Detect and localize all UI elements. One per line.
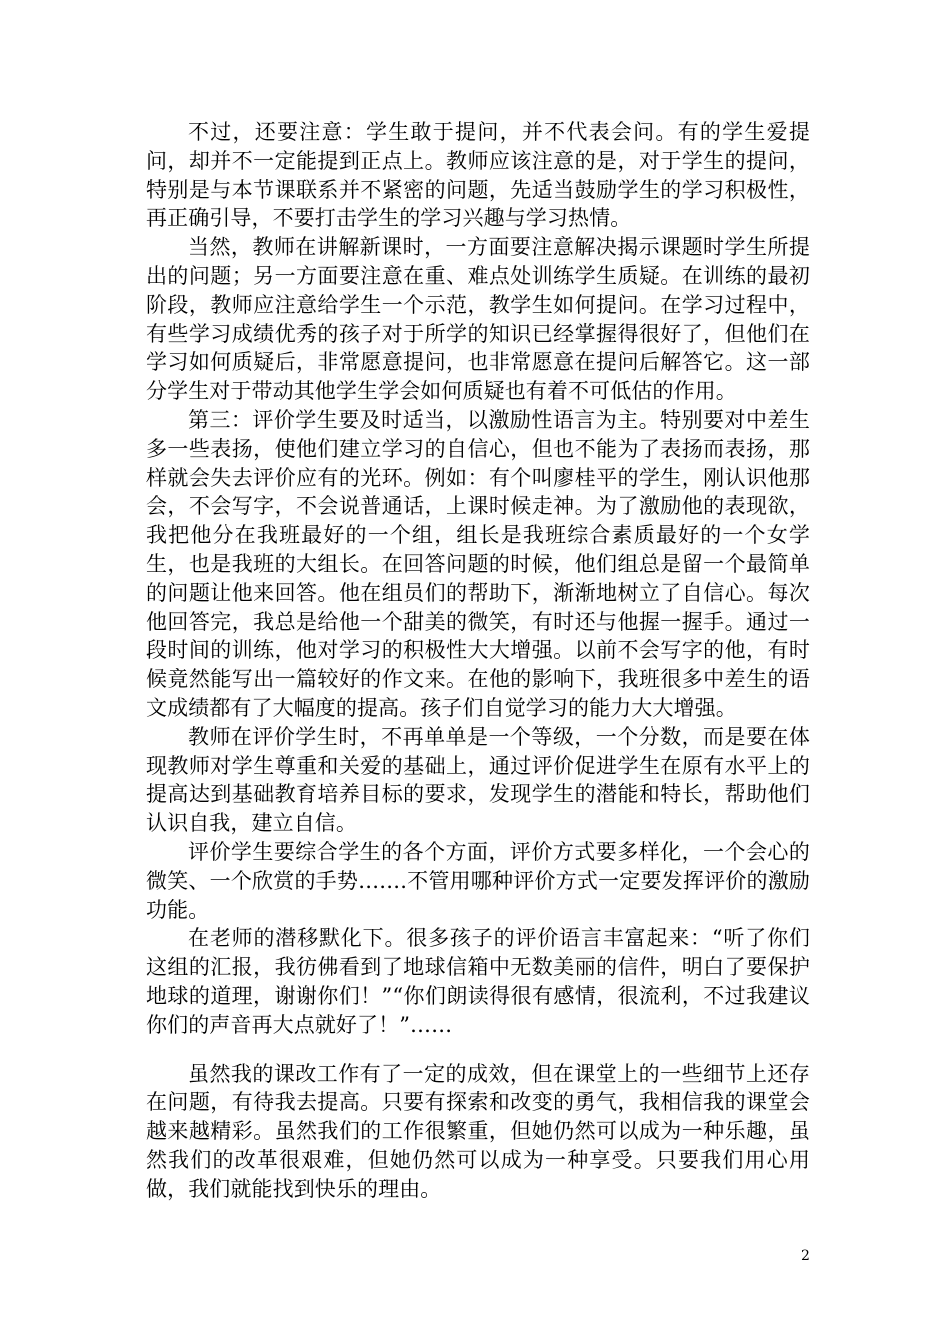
paragraph-spacer [146, 1040, 810, 1060]
paragraph-evaluation-methods: 评价学生要综合学生的各个方面，评价方式要多样化，一个会心的微笑、一个欣赏的手势…….不管用哪种评价方式一定要发挥评价的激励功能。 [146, 839, 810, 922]
body-text [146, 118, 810, 1203]
paragraph-teacher-evaluation: 教师在评价学生时，不再单单是一个等级，一个分数，而是要在体现教师对学生尊重和关爱的基础上，通过评价促进学生在原有水平上的提高达到基础教育培养目标的要求，发现学生的潜能和特长，帮助他们认识自我，建立自信。 [146, 724, 810, 836]
paragraph-third-evaluation: 第三：评价学生要及时适当，以激励性语言为主。特别要对中差生多一些表扬，使他们建立学习的自信心，但也不能为了表扬而表扬，那样就会失去评价应有的光环。例如：有个叫廖桂平的学生，刚认识他那会，不会写字，不会说普通话，上课时候走神。为了激励他的表现欲，我把他分在我班最好的一个组，组长是我班综合素质最好的一个女学生，也是我班的大组长。在回答问题的时候，他们组总是留一个最简单的问题让他来回答。他在组员们的帮助下，渐渐地树立了自信心。每次他回答完，我总是给他一个甜美的微笑，有时还与他握一握手。通过一段时间的训练，他对学习的积极性大大增强。以前不会写字的他，有时候竟然能写出一篇较好的作文来。在他的影响下，我班很多中差生的语文成绩都有了大幅度的提高。孩子们自觉学习的能力大大增强。 [146, 407, 810, 720]
paragraph-new-lesson: 当然，教师在讲解新课时，一方面要注意解决揭示课题时学生所提出的问题；另一方面要注意在重、难点处训练学生质疑。在训练的最初阶段，教师应注意给学生一个示范，教学生如何提问。在学习过程中，有些学习成绩优秀的孩子对于所学的知识已经掌握得很好了，但他们在学习如何质疑后，非常愿意提问，也非常愿意在提问后解答它。这一部分学生对于带动其他学生学会如何质疑也有着不可低估的作用。 [146, 235, 810, 404]
page-number: 2 [801, 1248, 810, 1264]
paragraph-conclusion: 虽然我的课改工作有了一定的成效，但在课堂上的一些细节上还存在问题，有待我去提高。只要有探索和改变的勇气，我相信我的课堂会越来越精彩。虽然我们的工作很繁重，但她仍然可以成为一种乐趣，虽然我们的改革很艰难，但她仍然可以成为一种享受。只要我们用心用做，我们就能找到快乐的理由。 [146, 1061, 810, 1201]
paragraph-caution: 不过，还要注意：学生敢于提问，并不代表会问。有的学生爱提问，却并不一定能提到正点上。教师应该注意的是，对于学生的提问，特别是与本节课联系并不紧密的问题，先适当鼓励学生的学习积极性，再正确引导，不要打击学生的学习兴趣与学习热情。 [146, 120, 810, 231]
paragraph-student-language: 在老师的潜移默化下。很多孩子的评价语言丰富起来：“听了你们这组的汇报，我彷佛看到了地球信箱中无数美丽的信件，明白了要保护地球的道理，谢谢你们！”“你们朗读得很有感情，很流利，不过我建议你们的声音再大点就好了！”…… [146, 926, 810, 1037]
